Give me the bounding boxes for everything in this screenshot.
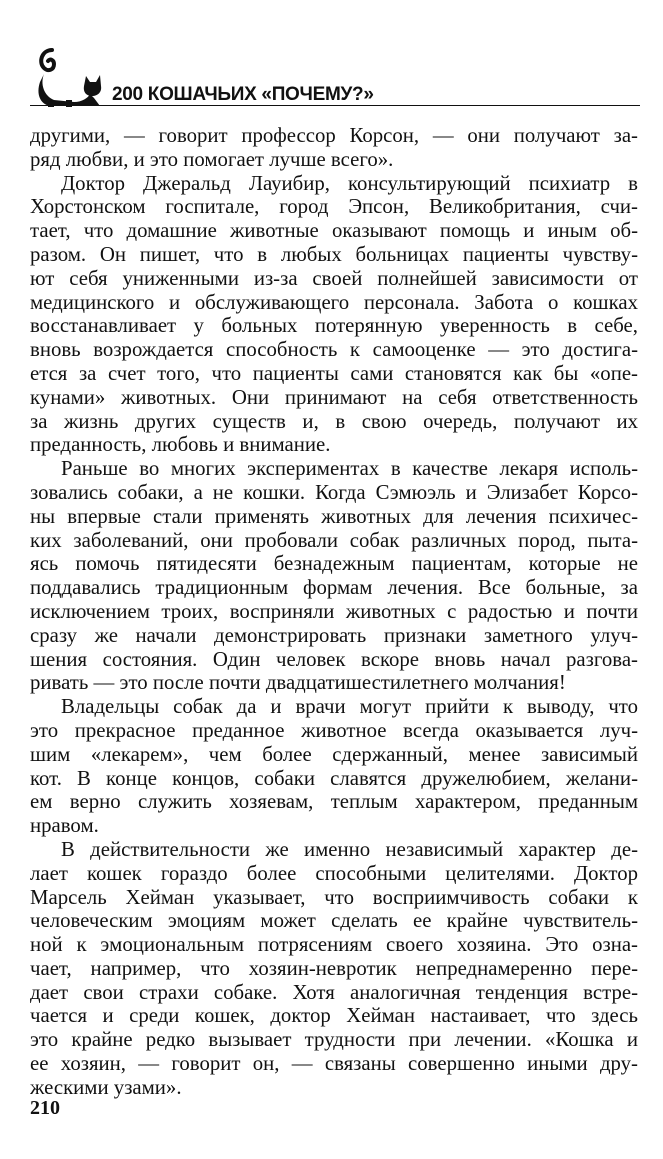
page-number: 210 bbox=[30, 1097, 60, 1119]
text-line: это прекрасное преданное животное всегда оказывается луч- bbox=[30, 718, 638, 742]
text-line: лает кошек гораздо более способными целителями. Доктор bbox=[30, 861, 638, 885]
text-line: ют себя униженными из-за своей полнейшей зависимости от bbox=[30, 266, 638, 290]
text-line: ривать — это после почти двадцатишестилетнего молчания! bbox=[30, 671, 566, 695]
text-line: кот. В конце концов, собаки славятся дружелюбием, желани- bbox=[30, 766, 638, 790]
text-line: тает, что домашние животные оказывают помощь и иным об- bbox=[30, 219, 638, 243]
text-line: ее хозяин, — говорит он, — связаны совершенно иными дру- bbox=[30, 1052, 638, 1076]
paragraph bbox=[30, 457, 638, 695]
text-line: кунами» животных. Они принимают на себя ответственность bbox=[30, 385, 638, 409]
text-line: Доктор Джеральд Лауибир, консультирующий психиатр в bbox=[61, 171, 638, 195]
text-line: ких заболеваний, они пробовали собак различных пород, пыта- bbox=[30, 528, 638, 552]
text-line: другими, — говорит профессор Корсон, — они получают за- bbox=[30, 124, 638, 147]
book-title: 200 КОШАЧЬИХ «ПОЧЕМУ?» bbox=[112, 84, 374, 105]
text-line: преданность, любовь и внимание. bbox=[30, 433, 331, 457]
text-line: разом. Он пишет, что в любых больницах пациенты чувству- bbox=[30, 242, 638, 266]
text-line: исключением троих, восприняли животных с радостью и почти bbox=[30, 599, 638, 623]
text-line: Марсель Хейман указывает, что восприимчивость собаки к bbox=[30, 885, 638, 909]
text-line: чает, например, что хозяин-невротик непреднамеренно пере- bbox=[30, 956, 638, 980]
text-line: ряд любви, и это помогает лучше всего». bbox=[30, 147, 394, 171]
text-line: поддавались традиционным формам лечения. Все больные, за bbox=[30, 576, 638, 600]
paragraph bbox=[30, 838, 638, 1100]
text-line: ется за счет того, что пациенты сами становятся как бы «опе- bbox=[30, 361, 638, 385]
text-line: Хорстонском госпитале, город Эпсон, Великобритания, счи- bbox=[30, 195, 638, 219]
cat-silhouette-icon bbox=[30, 44, 108, 108]
text-line: нравом. bbox=[30, 814, 99, 838]
text-line: шим «лекарем», чем более сдержанный, менее зависимый bbox=[30, 742, 638, 766]
text-line: зовались собаки, а не кошки. Когда Сэмюэль и Элизабет Корсо- bbox=[30, 480, 638, 504]
text-line: за жизнь других существ и, в свою очередь, получают их bbox=[30, 409, 638, 433]
text-line: медицинского и обслуживающего персонала. Забота о кошках bbox=[30, 290, 638, 314]
text-line: шения состояния. Один человек вскоре вновь начал разгова- bbox=[30, 647, 638, 671]
text-line: дает свои страхи собаке. Хотя аналогичная тенденция встре- bbox=[30, 980, 638, 1004]
paragraph bbox=[30, 172, 638, 458]
text-line: ной к эмоциональным потрясениям своего хозяина. Это озна- bbox=[30, 933, 638, 957]
text-line: восстанавливает у больных потерянную уверенность в себе, bbox=[30, 314, 638, 338]
text-line: В действительности же именно независимый характер де- bbox=[61, 837, 638, 861]
text-line: ем верно служить хозяевам, теплым характером, преданным bbox=[30, 790, 638, 814]
text-line: жескими узами». bbox=[30, 1075, 182, 1099]
text-line: вновь возрождается способность к самооценке — это достига- bbox=[30, 338, 638, 362]
body-text bbox=[30, 124, 638, 1100]
paragraph bbox=[30, 124, 638, 172]
text-line: Владельцы собак да и врачи могут прийти к выводу, что bbox=[61, 695, 638, 719]
text-line: ны впервые стали применять животных для лечения психичес- bbox=[30, 504, 638, 528]
text-line: чается и среди кошек, доктор Хейман настаивает, что здесь bbox=[30, 1004, 638, 1028]
text-line: человеческим эмоциям может сделать ее крайне чувствитель- bbox=[30, 909, 638, 933]
text-line: ясь помочь пятидесяти безнадежным пациентам, которые не bbox=[30, 552, 638, 576]
text-line: это крайне редко вызывает трудности при лечении. «Кошка и bbox=[30, 1028, 638, 1052]
paragraph bbox=[30, 695, 638, 838]
text-line: Раньше во многих экспериментах в качестве лекаря исполь- bbox=[61, 457, 638, 481]
header-divider bbox=[30, 105, 640, 106]
running-header bbox=[28, 44, 640, 108]
text-line: сразу же начали демонстрировать признаки заметного улуч- bbox=[30, 623, 638, 647]
